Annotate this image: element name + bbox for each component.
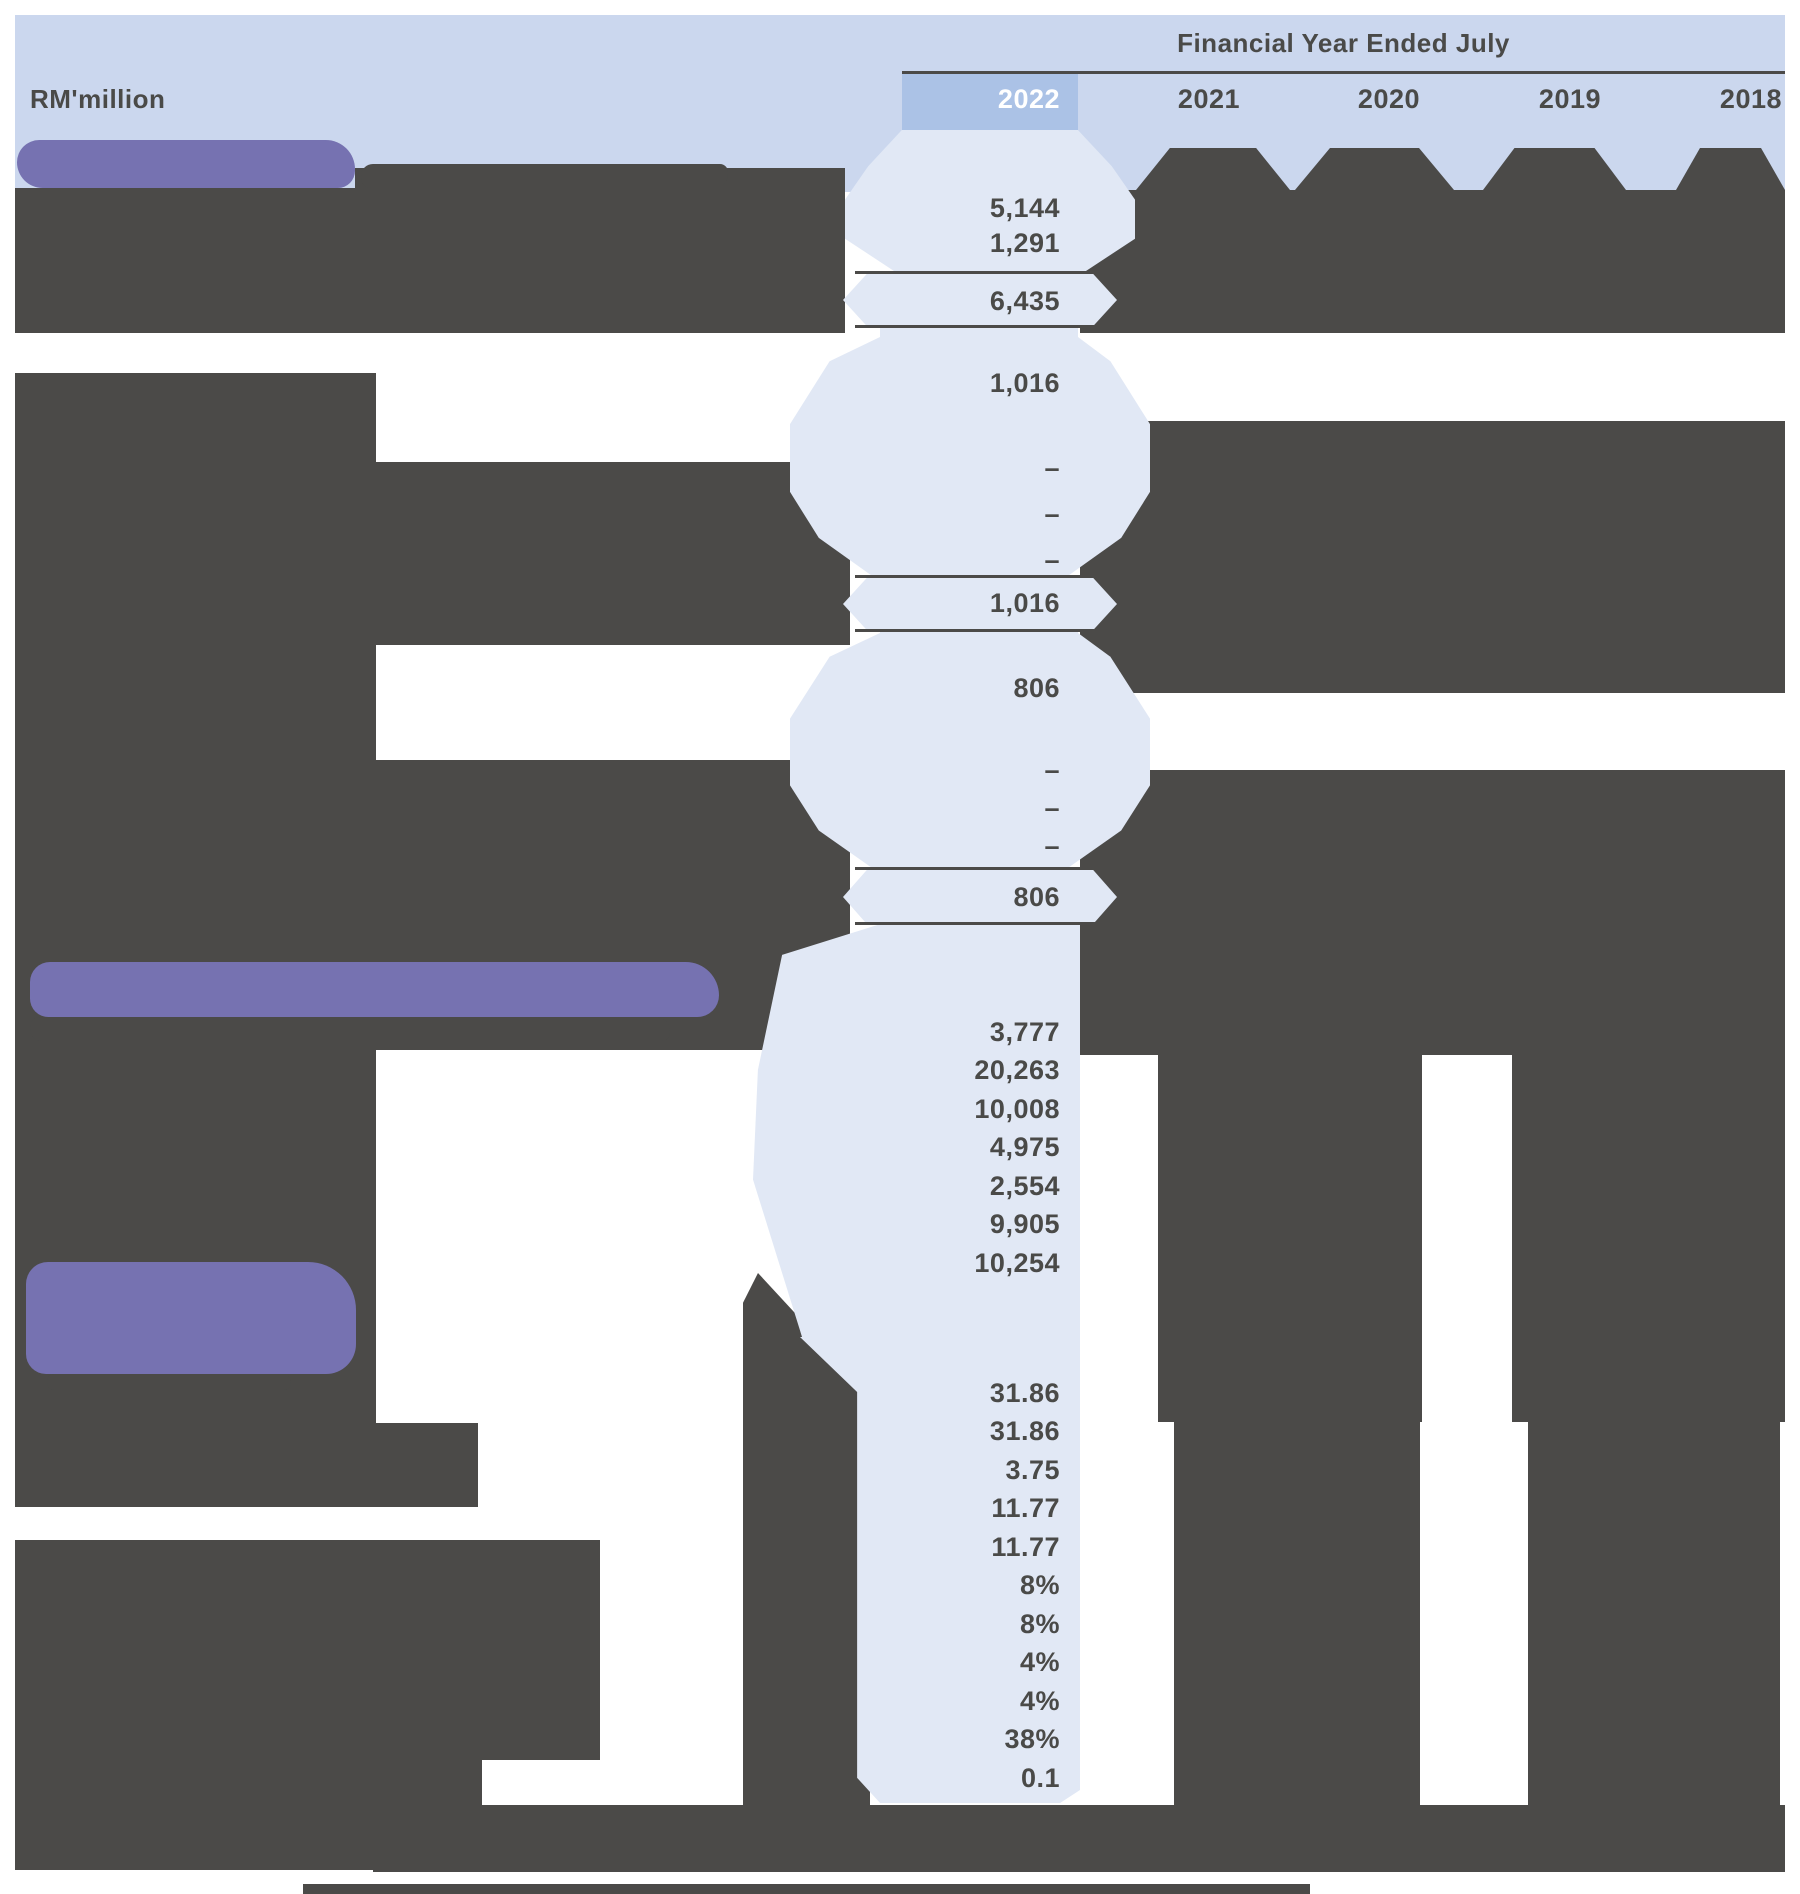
blank-gap bbox=[15, 333, 746, 373]
dash-2022: – bbox=[1044, 793, 1060, 823]
redacted-subtext bbox=[30, 1017, 670, 1041]
ratio-2022: 4% bbox=[1019, 1647, 1060, 1677]
redacted-section-heading-financial-position bbox=[30, 962, 719, 1017]
redaction-block bbox=[15, 188, 355, 333]
redaction-block bbox=[1080, 190, 1785, 333]
redacted-section-heading-financial-results bbox=[17, 140, 355, 188]
ratio-2022: 38% bbox=[1004, 1724, 1060, 1754]
blank-gap bbox=[1110, 693, 1785, 757]
subtotal-rule bbox=[855, 325, 1105, 328]
blank-gap bbox=[1483, 757, 1684, 770]
subtotal-rule bbox=[855, 629, 1105, 632]
dash-2022: – bbox=[1044, 831, 1060, 861]
ratio-2022: 11.77 bbox=[991, 1532, 1060, 1562]
unit-label: RM'million bbox=[30, 84, 166, 114]
year-header-2021: 2021 bbox=[1177, 84, 1240, 114]
header-rule bbox=[902, 71, 1785, 74]
year-header-2019: 2019 bbox=[1538, 84, 1601, 114]
subtotal-2022: 1,016 bbox=[989, 588, 1060, 618]
dash-2022: – bbox=[1044, 499, 1060, 529]
subtotal-2022: 6,435 bbox=[989, 286, 1060, 316]
ratio-2022: 8% bbox=[1019, 1609, 1060, 1639]
subtotal-rule bbox=[855, 271, 1105, 274]
subtotal-2022: 806 bbox=[1013, 882, 1060, 912]
ratio-2022: 0.1 bbox=[1020, 1763, 1060, 1793]
value-2022: 5,144 bbox=[989, 193, 1060, 223]
redaction-block bbox=[482, 1540, 600, 1760]
blank-gap bbox=[1080, 1055, 1158, 1780]
redaction-pillar bbox=[1158, 1055, 1422, 1422]
redacted-section-heading-financial-ratios bbox=[26, 1262, 356, 1374]
ratio-2022: 11.77 bbox=[991, 1493, 1060, 1523]
redaction-block bbox=[1080, 421, 1785, 693]
blank-gap bbox=[600, 1380, 743, 1777]
ratio-2022: 31.86 bbox=[989, 1378, 1060, 1408]
subtotal-rule bbox=[855, 867, 1105, 870]
value-2022: 10,254 bbox=[974, 1248, 1060, 1278]
value-2022: 9,905 bbox=[989, 1209, 1060, 1239]
dash-2022: – bbox=[1044, 545, 1060, 575]
redacted-subtext bbox=[361, 164, 728, 188]
ratio-2022: 8% bbox=[1019, 1570, 1060, 1600]
redaction-pillar bbox=[1174, 1422, 1420, 1807]
redaction-bottom-bar bbox=[303, 1884, 1310, 1894]
value-2022: 3,777 bbox=[989, 1017, 1060, 1047]
redaction-block bbox=[355, 168, 845, 333]
redaction-pillar bbox=[1528, 1422, 1780, 1807]
redaction-block bbox=[1080, 770, 1785, 1055]
value-2022: 10,008 bbox=[974, 1094, 1060, 1124]
value-2022: 806 bbox=[1013, 673, 1060, 703]
year-header-2022: 2022 bbox=[997, 84, 1060, 114]
dash-2022: – bbox=[1044, 755, 1060, 785]
fy-header: Financial Year Ended July bbox=[1177, 28, 1510, 58]
value-2022: 1,291 bbox=[989, 228, 1060, 258]
value-2022: 4,975 bbox=[989, 1132, 1060, 1162]
redaction-block bbox=[15, 1423, 478, 1507]
value-2022: 1,016 bbox=[989, 368, 1060, 398]
redaction-block bbox=[376, 462, 850, 645]
ratio-2022: 3.75 bbox=[1005, 1455, 1060, 1485]
blank-gap bbox=[376, 1050, 755, 1423]
blank-gap bbox=[15, 1507, 478, 1540]
value-2022: 2,554 bbox=[989, 1171, 1060, 1201]
blank-gap bbox=[376, 373, 748, 462]
redaction-pillar bbox=[1512, 1055, 1785, 1422]
dash-2022: – bbox=[1044, 453, 1060, 483]
redacted-subtext bbox=[47, 1374, 291, 1390]
value-2022: 20,263 bbox=[974, 1055, 1060, 1085]
blank-gap bbox=[1424, 1055, 1512, 1780]
ratio-2022: 4% bbox=[1019, 1686, 1060, 1716]
ratio-2022: 31.86 bbox=[989, 1416, 1060, 1446]
year-header-2020: 2020 bbox=[1357, 84, 1420, 114]
year-header-2018: 2018 bbox=[1719, 84, 1782, 114]
blank-gap bbox=[376, 645, 737, 760]
blank-gap bbox=[1119, 333, 1772, 421]
subtotal-rule bbox=[855, 922, 1105, 925]
redaction-footer bbox=[373, 1805, 1785, 1872]
